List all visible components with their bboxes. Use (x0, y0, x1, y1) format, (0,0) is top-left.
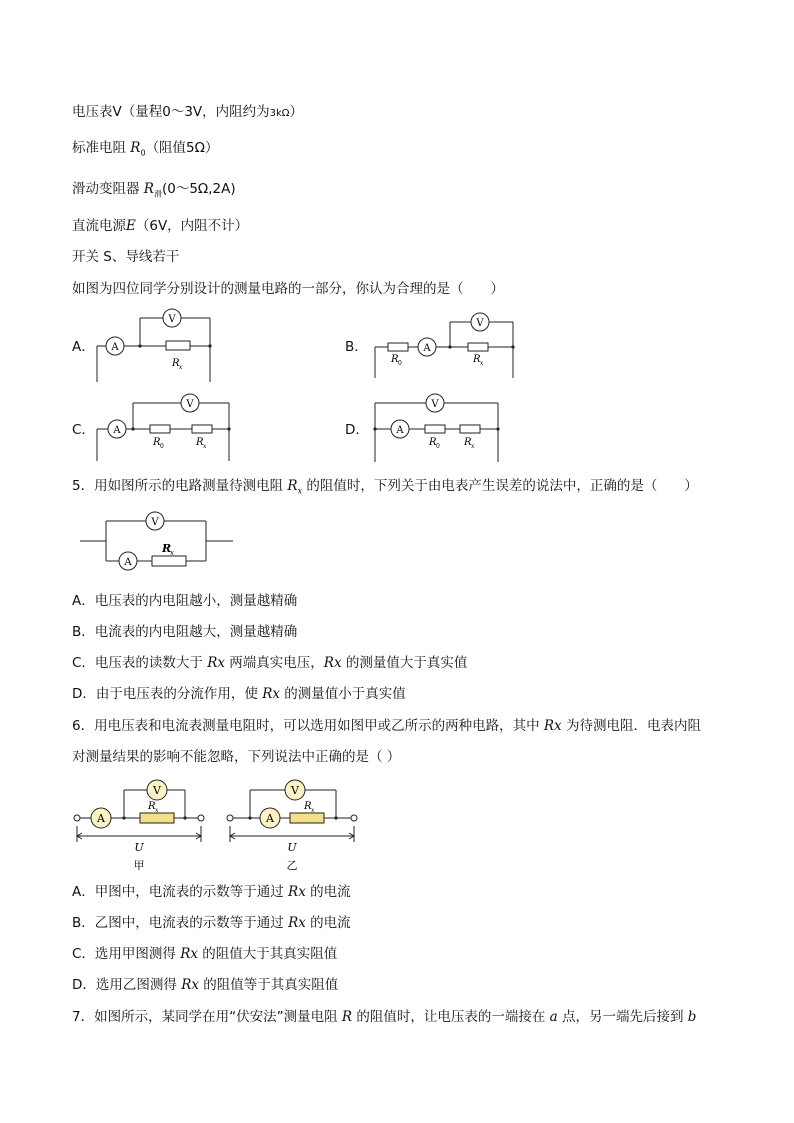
svg-text:V: V (153, 784, 161, 797)
svg-text:R: R (172, 358, 180, 369)
svg-text:x: x (203, 443, 207, 450)
q6-stem-line1: 6．用电压表和电流表测量电阻时，可以选用如图甲或乙所示的两种电路，其中 Rx 为待测电阻．电表内阻 (72, 718, 701, 734)
svg-text:A: A (423, 343, 431, 354)
svg-text:R: R (429, 437, 437, 448)
svg-text:0: 0 (436, 443, 440, 450)
q5-stem: 5．用如图所示的电路测量待测电阻 $R_x$ 的阻值时，下列关于由电表产生误差的说法中，正确的是（ ） (72, 478, 698, 496)
svg-text:R: R (464, 437, 472, 448)
svg-text:0: 0 (160, 443, 164, 450)
svg-text:x: x (480, 360, 484, 367)
svg-text:x: x (170, 549, 174, 557)
svg-text:V: V (476, 318, 484, 329)
material-rheostat: 滑动变阻器 $R_滑(0\sim 5\Omega,2A)$ (72, 181, 236, 199)
q6-option-d: D．选用乙图测得 Rx 的阻值等于其真实阻值 (72, 977, 339, 993)
q6-option-a: A．甲图中，电流表的示数等于通过 Rx 的电流 (72, 884, 351, 900)
svg-text:R: R (304, 801, 312, 812)
q5-circuit (78, 506, 238, 574)
svg-text:V: V (431, 399, 439, 410)
material-source: 直流电源E（6V，内阻不计） (72, 218, 249, 234)
q4-option-d-label: D． (345, 422, 369, 438)
q7-stem: 7．如图所示，某同学在用“伏安法”测量电阻 R 的阻值时，让电压表的一端接在 a 点，另一端先后接到 b (72, 1009, 697, 1025)
svg-text:A: A (124, 557, 132, 568)
q6-stem-line2: 对测量结果的影响不能忽略，下列说法中正确的是（ ） (72, 749, 401, 765)
svg-text:V: V (186, 399, 194, 410)
svg-text:A: A (396, 425, 404, 436)
svg-text:0: 0 (398, 360, 402, 367)
q6-circuit-yi (225, 776, 365, 874)
svg-text:甲: 甲 (133, 859, 145, 872)
svg-text:A: A (97, 812, 105, 825)
q4-stem: 如图为四位同学分别设计的测量电路的一部分，你认为合理的是（ ） (72, 281, 504, 297)
svg-text:U: U (287, 841, 297, 854)
svg-text:U: U (134, 841, 144, 854)
svg-text:乙: 乙 (286, 859, 298, 872)
material-switch: 开关 S、导线若干 (72, 249, 180, 265)
q4-option-a-label: A． (72, 339, 95, 355)
q6-option-b: B．乙图中，电流表的示数等于通过 Rx 的电流 (72, 915, 351, 931)
svg-text:A: A (111, 342, 119, 353)
svg-text:x: x (311, 807, 315, 814)
q5-option-d: D．由于电压表的分流作用，使 Rx 的测量值小于真实值 (72, 686, 406, 702)
svg-text:R: R (153, 437, 161, 448)
material-standard-resistor: 标准电阻 $R_0$（阻值5Ω） (72, 140, 219, 158)
svg-text:V: V (291, 784, 299, 797)
q5-option-b: B．电流表的内电阻越大，测量越精确 (72, 624, 298, 640)
q6-circuit-jia (72, 776, 212, 874)
material-voltmeter: 电压表V（量程0～3V，内阻约为3kΩ） (72, 104, 303, 120)
svg-text:A: A (266, 812, 274, 825)
q5-option-a: A．电压表的内电阻越小，测量越精确 (72, 593, 298, 609)
svg-text:R: R (148, 801, 156, 812)
q4-circuit-c (95, 391, 235, 465)
q4-circuit-a (95, 306, 220, 386)
q6-option-c: C．选用甲图测得 Rx 的阻值大于其真实阻值 (72, 946, 338, 962)
svg-text:R: R (391, 354, 399, 365)
q4-option-b-label: B． (345, 339, 368, 355)
q5-option-c: C．电压表的读数大于 Rx 两端真实电压，Rx 的测量值大于真实值 (72, 655, 468, 671)
svg-text:x: x (471, 443, 475, 450)
svg-text:V: V (168, 314, 176, 325)
svg-text:A: A (113, 425, 121, 436)
svg-text:R: R (162, 542, 172, 555)
q4-circuit-b (373, 310, 518, 382)
svg-text:R: R (473, 354, 481, 365)
q4-circuit-d (373, 392, 518, 466)
q4-option-c-label: C． (72, 422, 95, 438)
svg-text:x: x (179, 364, 183, 371)
svg-text:x: x (155, 807, 159, 814)
svg-text:V: V (151, 517, 159, 528)
svg-text:R: R (196, 437, 204, 448)
